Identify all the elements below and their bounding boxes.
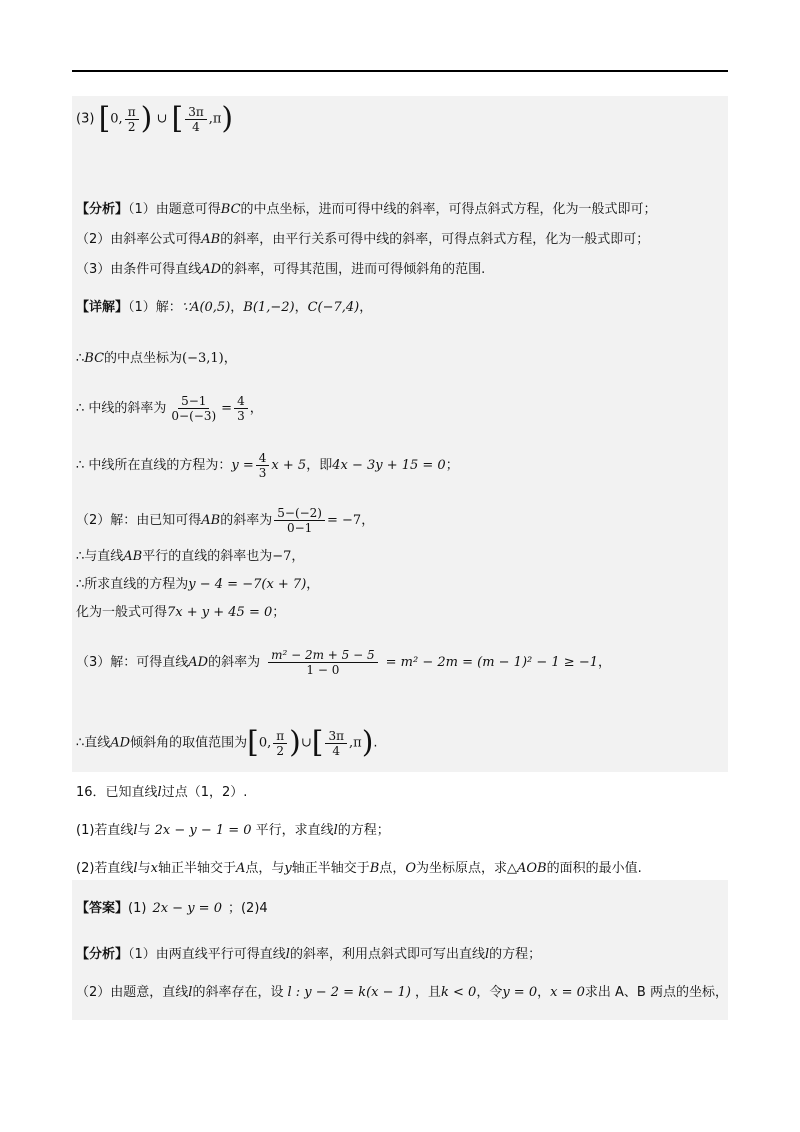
detail-line-3: ∴ 中线的斜率为 $\frac{5-1}{0-(-3)}$ = $\frac{4}{3}$ ， bbox=[76, 394, 263, 423]
analysis-line-3: （3）由条件可得直线AD的斜率，可得其范围，进而可得倾斜角的范围. bbox=[76, 262, 486, 277]
analysis-line-1: 【分析】（1）由题意可得BC的中点坐标，进而可得中线的斜率，可得点斜式方程，化为一般式即可； bbox=[76, 202, 657, 217]
detail-line-2: ∴BC的中点坐标为(−3,1)， bbox=[76, 351, 237, 366]
slope-result-fraction: $\frac{4}{3}$ bbox=[234, 394, 248, 423]
answer-tag: 【答案】 bbox=[76, 901, 129, 916]
answer-3-range: (3) [0, $\frac{\pi}{2}$ ) ∪ [ $\frac{3\pi}{4}$ ,π) bbox=[76, 101, 234, 136]
slope-fraction: $\frac{5-1}{0-(-3)}$ bbox=[171, 394, 217, 423]
analysis-tag: 【分析】 bbox=[76, 202, 129, 217]
median-slope-fraction: $\frac{4}{3}$ bbox=[256, 451, 270, 480]
detail-line-9: （3）解：可得直线AD的斜率为 $\frac{\text{m² − 2m + 5 − 5}}{1 - 0}$ = m² − 2m = (m − 1)² − 1 ≥ −1， bbox=[76, 648, 611, 677]
pi-half-fraction: $\frac{\pi}{2}$ bbox=[125, 105, 139, 134]
question-16-part-2: (2)若直线l与x轴正半轴交于A点，与y轴正半轴交于B点，O为坐标原点，求△AOB的面积的最小值. bbox=[76, 861, 642, 876]
header-rule bbox=[72, 70, 728, 72]
analysis-16-line-1: 【分析】（1）由两直线平行可得直线l的斜率，利用点斜式即可写出直线l的方程； bbox=[76, 947, 542, 962]
analysis-line-2: （2）由斜率公式可得AB的斜率，由平行关系可得中线的斜率，可得点斜式方程，化为一般式即可； bbox=[76, 232, 650, 247]
detail-line-6: ∴与直线AB平行的直线的斜率也为−7， bbox=[76, 549, 305, 564]
ad-slope-fraction: $\frac{\text{m² − 2m + 5 − 5}}{1 - 0}$ bbox=[268, 648, 378, 677]
question-16-title: 16．已知直线l过点（1，2）. bbox=[76, 785, 248, 800]
detail-line-4: ∴ 中线所在直线的方程为：y = $\frac{4}{3}$ x + 5，即4x − 3y + 15 = 0； bbox=[76, 451, 459, 480]
part-3-label: (3) bbox=[76, 111, 95, 127]
detail-line-1: 【详解】（1）解：∵A(0,5)，B(1,−2)，C(−7,4)， bbox=[76, 300, 373, 315]
question-16-part-1: (1)若直线l与 2x − y − 1 = 0 平行，求直线l的方程； bbox=[76, 823, 390, 838]
answer-16: 【答案】(1) 2x − y = 0 ；(2)4 bbox=[76, 901, 268, 916]
detail-line-5: （2）解：由已知可得AB的斜率为 $\frac{5-(-2)}{0-1}$ = −7， bbox=[76, 506, 375, 535]
detail-line-10: ∴直线AD倾斜角的取值范围为[0, $\frac{\pi}{2}$ )∪[ $\frac{3\pi}{4}$ ,π). bbox=[76, 725, 378, 760]
analysis-16-line-2: （2）由题意，直线l的斜率存在，设 l : y − 2 = k(x − 1) ，且k < 0，令y = 0，x = 0求出 A、B 两点的坐标， bbox=[76, 985, 728, 1000]
detail-line-7: ∴所求直线的方程为y − 4 = −7(x + 7)， bbox=[76, 577, 320, 592]
detail-line-8: 化为一般式可得7x + y + 45 = 0； bbox=[76, 605, 286, 620]
detail-tag: 【详解】 bbox=[76, 300, 129, 315]
ab-slope-fraction: $\frac{5-(-2)}{0-1}$ bbox=[274, 506, 325, 535]
three-pi-quarter-fraction: $\frac{3\pi}{4}$ bbox=[185, 105, 207, 134]
